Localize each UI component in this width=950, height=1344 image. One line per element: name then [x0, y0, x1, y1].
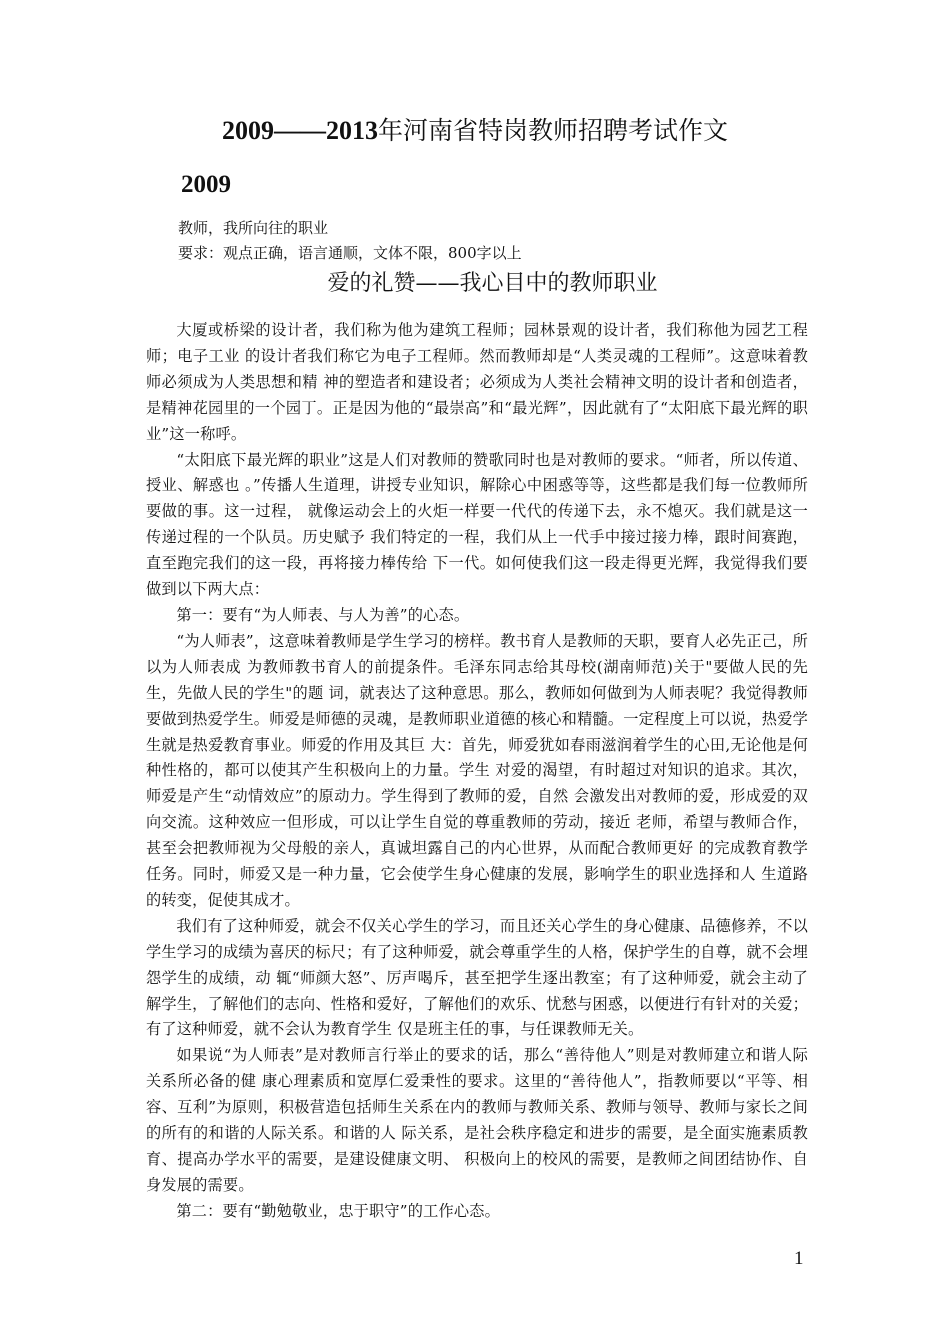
document-title: [0, 114, 950, 148]
page-number: 1: [794, 1248, 804, 1269]
document-title-text: 年河南省特岗教师招聘考试作文: [377, 116, 728, 145]
paragraph: 第一：要有“为人师表、与人为善”的心态。: [176, 605, 470, 624]
paragraph: 大厦或桥梁的设计者，我们称为他为建筑工程师；园林景观的设计者，我们称他为园艺工程师；电子工业 的设计者我们称它为电子工程师。然而教师却是“人类灵魂的工程师”。这意味着教师必须成为人类思想和精 神的塑造者和建设者；必须成为人类社会精神文明的设计者和创造者，是精神花园里的一个园丁。正是因为他的“最崇高”和“最光辉”，因此就有了“太阳底下最光辉的职业”这一称呼。: [146, 321, 808, 443]
paragraph: “太阳底下最光辉的职业”这是人们对教师的赞歌同时也是对教师的要求。“师者，所以传道、授业、解惑也 。”传播人生道理，讲授专业知识，解除心中困惑等等，这些都是我们每一位教师所要做的事。这一过程， 就像运动会上的火炬一样要一代代的传递下去，永不熄灭。我们就是这一传递过程的一个队员。历史赋予 我们特定的一程，我们从上一代手中接过接力棒，跟时间赛跑，直至跑完我们的这一段，再将接力棒传给 下一代。如何使我们这一段走得更光辉，我觉得我们要做到以下两大点：: [146, 450, 808, 599]
paragraph: “为人师表”，这意味着教师是学生学习的榜样。教书育人是教师的天职，要育人必先正己，所以为人师表成 为教师教书育人的前提条件。毛泽东同志给其母校(湖南师范)关于"要做人民的先生，先做人民的学生"的题 词，就表达了这种意思。那么，教师如何做到为人师表呢？我觉得教师要做到热爱学生。师爱是师德的灵魂，是教师职业道德的核心和精髓。一定程度上可以说，热爱学生就是热爱教育事业。师爱的作用及其巨 大：首先，师爱犹如春雨滋润着学生的心田,无论他是何种性格的，都可以使其产生积极向上的力量。学生 对爱的渴望，有时超过对知识的追求。其次，师爱是产生“动情效应”的原动力。学生得到了教师的爱，自然 会激发出对教师的爱，形成爱的双向交流。这种效应一但形成，可以让学生自觉的尊重教师的劳动，接近 老师，希望与教师合作，甚至会把教师视为父母般的亲人，真诚坦露自己的内心世界，从而配合教师更好 的完成教育教学任务。同时，师爱又是一种力量，它会使学生身心健康的发展，影响学生的职业选择和人 生道路的转变，促使其成才。: [146, 631, 808, 909]
essay-requirements: 要求：观点正确，语言通顺，文体不限，800字以上: [178, 244, 522, 262]
year-heading: 2009: [181, 171, 231, 198]
paragraph: 我们有了这种师爱，就会不仅关心学生的学习，而且还关心学生的身心健康、品德修养，不以学生学习的成绩为喜厌的标尺；有了这种师爱，就会尊重学生的人格，保护学生的自尊，就不会埋怨学生的成绩，动 辄“师颜大怒”、厉声喝斥，甚至把学生逐出教室；有了这种师爱，就会主动了解学生，了解他们的志向、性格和爱好，了解他们的欢乐、忧愁与困惑，以便进行有针对的关爱；有了这种师爱，就不会认为教育学生 仅是班主任的事，与任课教师无关。: [146, 916, 808, 1039]
essay-topic: 教师，我所向往的职业: [178, 219, 329, 237]
document-title-years: 2009——2013: [221, 116, 378, 145]
essay-body: [146, 318, 808, 1225]
paragraph: 第二：要有“勤勉敬业，忠于职守”的工作心态。: [176, 1201, 501, 1220]
essay-title: 爱的礼赞——我心目中的教师职业: [327, 271, 658, 296]
paragraph: 如果说“为人师表”是对教师言行举止的要求的话，那么“善待他人”则是对教师建立和谐人际关系所必备的健 康心理素质和宽厚仁爱秉性的要求。这里的“善待他人”，指教师要以“平等、相容、互利”为原则，积极营造包括师生关系在内的教师与教师关系、教师与领导、教师与家长之间的所有的和谐的人际关系。和谐的人 际关系，是社会秩序稳定和进步的需要，是全面实施素质教育、提高办学水平的需要，是建设健康文明、 积极向上的校风的需要，是教师之间团结协作、自身发展的需要。: [146, 1046, 808, 1194]
